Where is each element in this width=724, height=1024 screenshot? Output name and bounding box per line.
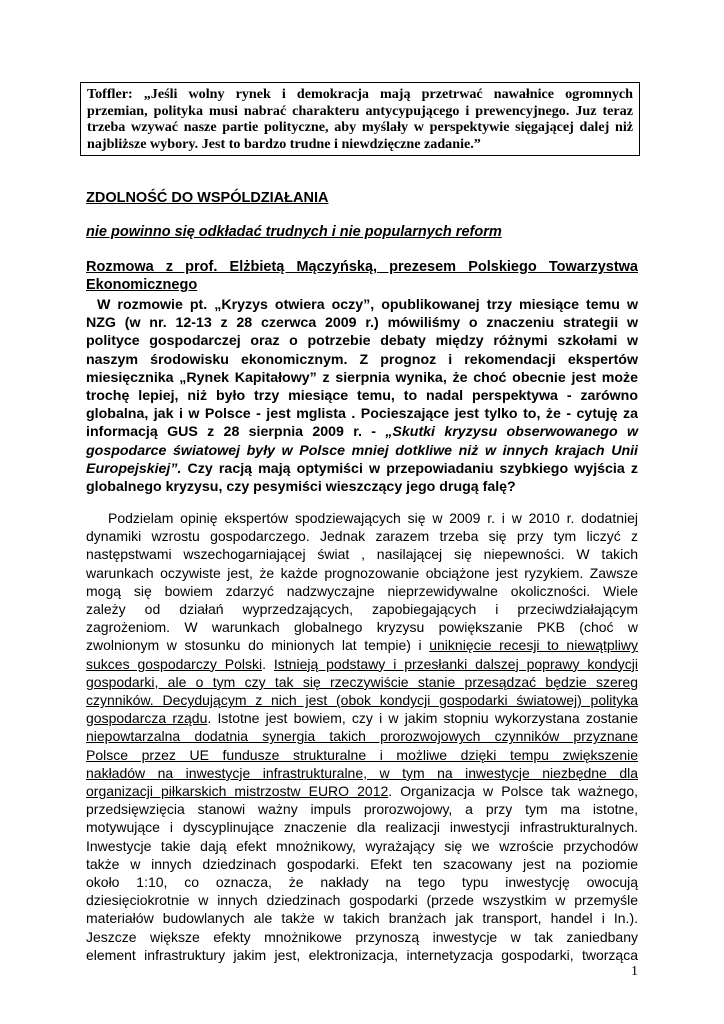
body-text: . Organizacja w Polsce tak ważnego, — [388, 783, 638, 800]
lead-line: W rozmowie pt. „Kryzys otwiera oczy”, opublikowanej trzy miesiące temu w — [97, 297, 638, 313]
lead-line: trochę lepiej, niż było trzy miesiące temu, to nadal perspektywa - zarówno — [86, 388, 638, 405]
underlined-text: Istnieją podstawy i przesłanki dalszej poprawy kondycji — [273, 655, 638, 672]
lead-line: globalna, jak i w Polsce - jest mglista . Pocieszające jest tylko to, że - cytuję za — [86, 406, 638, 423]
body-text: . — [262, 655, 274, 672]
body-line: gospodarki, ale o tym czy tak się rzeczywiście stanie przesądzać będzie szereg — [86, 673, 638, 690]
body-line: zagrożeniom. W warunkach globalnego kryzysu powiększanie PKB (choć w — [86, 619, 638, 636]
body-text: zwolnionym w stosunku do minionych lat tempie) i — [86, 637, 430, 654]
interview-heading — [86, 258, 638, 294]
body-line: także w innych dziedzinach gospodarki. Efekt ten szacowany jest na poziomie — [86, 855, 638, 872]
lead-line: gospodarce światowej były w Polsce mniej dotkliwe niż w innych krajach Unii — [86, 442, 638, 459]
answer-body — [86, 509, 638, 964]
body-line: Jeszcze większe efekty mnożnikowe przynoszą inwestycje w tak zaniedbany — [86, 928, 638, 945]
body-line — [86, 709, 638, 727]
body-line: materiałów budowlanych ale także w takich branżach jak transport, handel i In.). — [86, 910, 638, 927]
underlined-text: sukces gospodarczy Polski — [86, 655, 263, 672]
body-line: Podzielam opinię ekspertów spodziewających się w 2009 r. i w 2010 r. dodatniej — [108, 510, 638, 526]
quote-line: trzeba wzywać nasze partie polityczne, aby myślały w perspektywie sięgającej dalej niż — [87, 119, 633, 135]
lead-line: naszym środowisku ekonomicznym. Z prognoz i rekomendacji ekspertów — [86, 351, 638, 368]
body-line: motywujące i dyscyplinujące znaczenie dla realizacji inwestycji infrastrukturalnych. — [86, 819, 638, 836]
body-line — [86, 655, 638, 673]
lead-line — [86, 460, 638, 478]
lead-line — [86, 423, 638, 441]
article-subtitle: nie powinno się odkładać trudnych i nie popularnych reform — [86, 224, 502, 240]
lead-line: polityce gospodarczej oraz o potrzebie debaty między różnymi szkołami w — [86, 333, 638, 350]
body-line: mogą się bowiem zdarzyć nadzwyczajne nieprzewidywalne okoliczności. Wiele — [86, 582, 638, 599]
lead-gus-quote: Europejskiej”. — [86, 460, 182, 477]
lead-line: NZG (w nr. 12-13 z 28 czerwca 2009 r.) mówiliśmy o znaczeniu strategii w — [86, 315, 638, 332]
interview-line: Rozmowa z prof. Elżbietą Mączyńską, prezesem Polskiego Towarzystwa — [86, 259, 638, 275]
quote-line: Toffler: „Jeśli wolny rynek i demokracja mają przetrwać nawałnice ogromnych — [87, 86, 633, 102]
body-line: Inwestycje takie dają efekt mnożnikowy, wyrażający się we wzroście przychodów — [86, 837, 638, 854]
interview-line: Ekonomicznego — [86, 277, 198, 293]
quote-line: najbliższe wybory. Jest to bardzo trudne i niewdzięczne zadanie.” — [87, 135, 481, 152]
body-line: następstwami wszechogarniającej świat , nasilającej się niepewności. W takich — [86, 546, 638, 563]
body-line: przedsięwzięcia stanowi ważny impuls prorozwojowy, a przy tym ma istotne, — [86, 801, 638, 818]
underlined-text: organizacji piłkarskich mistrzostw EURO 2012 — [86, 783, 389, 800]
toffler-quote-box — [80, 82, 640, 156]
body-line: warunkach oczywiste jest, że każde prognozowanie obciążone jest ryzykiem. Zawsze — [86, 564, 638, 581]
body-line — [86, 782, 638, 800]
body-line: nakładów na inwestycje infrastrukturalne, w tym na inwestycje niezbędne dla — [86, 764, 638, 781]
body-line: dziesięciokrotnie w innych dziedzinach gospodarki (przede wszystkim w przemyśle — [86, 892, 638, 909]
lead-text: Czy racją mają optymiści w przepowiadaniu szybkiego wyjścia z — [181, 460, 638, 477]
body-text: . Istotne jest bowiem, czy i w jakim stopniu wykorzystana zostanie — [207, 710, 639, 727]
body-line: czynników. Decydującym z nich jest (obok kondycji gospodarki światowej) polityka — [86, 692, 638, 709]
body-line: około 1:10, co oznacza, że nakłady na tego typu inwestycję owocują — [86, 874, 638, 891]
page-number: 1 — [631, 964, 638, 979]
body-line: dynamiki wzrostu gospodarczego. Jednak zarazem trzeba się przy tym liczyć z — [86, 528, 638, 545]
underlined-text: uniknięcie recesji to niewątpliwy — [429, 637, 638, 654]
body-line: element infrastruktury jakim jest, elektronizacja, internetyzacja gospodarki, tworząca — [86, 946, 638, 963]
body-line: niepowtarzalna dodatnia synergia takich prorozwojowych czynników przyznane — [86, 728, 638, 745]
lead-text: informacją GUS z 28 sierpnia 2009 r. - — [86, 424, 386, 441]
lead-line: miesięcznika „Rynek Kapitałowy” z sierpnia wynika, że choć obecnie jest może — [86, 369, 638, 386]
quote-line: przemian, polityka musi nabrać charakteru antycypującego i prewencyjnego. Juz teraz — [87, 102, 633, 119]
body-line: Polsce przez UE fundusze strukturalne i możliwe dzięki tempu zwiększenie — [86, 746, 638, 763]
underlined-text: gospodarcza rządu — [86, 710, 208, 727]
body-line — [86, 636, 638, 654]
body-line: zależy od działań wyprzedzających, zapobiegających i przeciwdziałającym — [86, 601, 638, 618]
lead-gus-quote: „Skutki kryzysu obserwowanego w — [385, 424, 638, 441]
lead-question — [86, 296, 638, 496]
article-title: ZDOLNOŚĆ DO WSPÓLDZIAŁANIA — [86, 190, 329, 206]
lead-line: globalnego kryzysu, czy pesymiści wieszczący jego drugą falę? — [86, 479, 516, 496]
